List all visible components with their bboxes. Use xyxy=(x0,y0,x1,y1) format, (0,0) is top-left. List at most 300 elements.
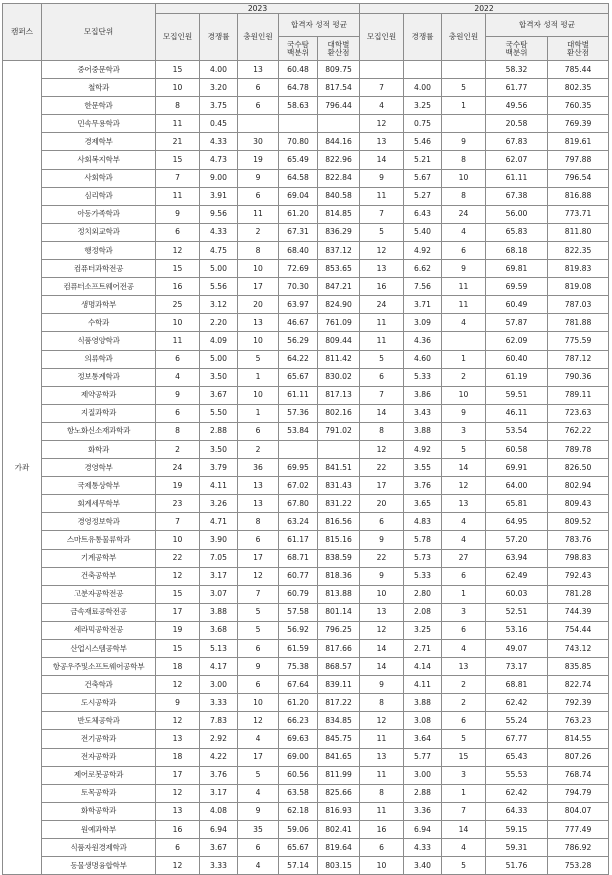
competition-2022-cell: 5.40 xyxy=(404,223,442,241)
header-national-pct-line1: 국수탐 xyxy=(286,39,309,49)
additional-2022-cell: 2 xyxy=(442,676,486,694)
unit-cell: 기계공학부 xyxy=(42,549,156,567)
competition-2022-cell: 3.36 xyxy=(404,802,442,820)
header-national-pct-2022 xyxy=(486,37,548,61)
national-pct-2022-cell: 55.53 xyxy=(486,766,548,784)
recruit-2022-cell: 14 xyxy=(360,658,404,676)
table-row xyxy=(3,477,609,495)
competition-2022-cell: 2.88 xyxy=(404,784,442,802)
additional-2022-cell: 6 xyxy=(442,621,486,639)
national-pct-2023-cell: 75.38 xyxy=(279,658,318,676)
table-row xyxy=(3,839,609,857)
competition-2023-cell: 4.71 xyxy=(200,513,238,531)
competition-2023-cell: 3.68 xyxy=(200,621,238,639)
univ-score-2023-cell: 815.16 xyxy=(318,531,360,549)
additional-2023-cell: 9 xyxy=(238,169,279,187)
univ-score-2023-cell: 818.36 xyxy=(318,567,360,585)
additional-2022-cell: 2 xyxy=(442,368,486,386)
recruit-2023-cell: 6 xyxy=(156,839,200,857)
recruit-2023-cell: 23 xyxy=(156,495,200,513)
national-pct-2023-cell: 61.11 xyxy=(279,386,318,404)
additional-2022-cell: 5 xyxy=(442,857,486,875)
univ-score-2022-cell: 783.76 xyxy=(548,531,609,549)
national-pct-2023-cell: 56.29 xyxy=(279,332,318,350)
univ-score-2023-cell: 811.42 xyxy=(318,350,360,368)
additional-2023-cell: 12 xyxy=(238,567,279,585)
recruit-2022-cell: 8 xyxy=(360,694,404,712)
recruit-2022-cell: 24 xyxy=(360,296,404,314)
national-pct-2022-cell: 56.00 xyxy=(486,205,548,223)
national-pct-2022-cell: 61.77 xyxy=(486,79,548,97)
competition-2023-cell: 3.88 xyxy=(200,603,238,621)
competition-2022-cell: 3.43 xyxy=(404,404,442,422)
admission-results-table xyxy=(2,3,609,875)
additional-2022-cell: 10 xyxy=(442,169,486,187)
national-pct-2022-cell: 61.11 xyxy=(486,169,548,187)
additional-2022-cell: 5 xyxy=(442,440,486,458)
recruit-2022-cell: 8 xyxy=(360,784,404,802)
competition-2022-cell: 3.71 xyxy=(404,296,442,314)
univ-score-2023-cell: 813.88 xyxy=(318,585,360,603)
univ-score-2023-cell: 845.75 xyxy=(318,730,360,748)
competition-2022-cell: 5.33 xyxy=(404,567,442,585)
competition-2023-cell: 4.11 xyxy=(200,477,238,495)
recruit-2023-cell: 16 xyxy=(156,278,200,296)
additional-2023-cell: 13 xyxy=(238,477,279,495)
national-pct-2022-cell: 63.94 xyxy=(486,549,548,567)
additional-2023-cell: 30 xyxy=(238,133,279,151)
competition-2023-cell: 3.07 xyxy=(200,585,238,603)
table-row xyxy=(3,585,609,603)
national-pct-2023-cell xyxy=(279,115,318,133)
competition-2023-cell: 2.92 xyxy=(200,730,238,748)
header-unit: 모집단위 xyxy=(42,4,156,61)
unit-cell: 사회복지학부 xyxy=(42,151,156,169)
recruit-2023-cell: 12 xyxy=(156,857,200,875)
header-univ-score-line2: 환산점 xyxy=(567,47,590,57)
univ-score-2022-cell: 816.88 xyxy=(548,187,609,205)
national-pct-2022-cell: 64.33 xyxy=(486,802,548,820)
additional-2023-cell: 13 xyxy=(238,314,279,332)
national-pct-2022-cell: 67.38 xyxy=(486,187,548,205)
recruit-2022-cell: 11 xyxy=(360,802,404,820)
additional-2023-cell: 10 xyxy=(238,332,279,350)
national-pct-2022-cell: 60.49 xyxy=(486,296,548,314)
competition-2022-cell: 3.88 xyxy=(404,422,442,440)
univ-score-2022-cell: 819.08 xyxy=(548,278,609,296)
recruit-2022-cell: 12 xyxy=(360,440,404,458)
national-pct-2023-cell: 63.97 xyxy=(279,296,318,314)
additional-2022-cell: 2 xyxy=(442,694,486,712)
header-competition-2022: 경쟁률 xyxy=(404,14,442,61)
table-row xyxy=(3,730,609,748)
header-univ-score-line2: 환산점 xyxy=(327,47,350,57)
national-pct-2022-cell: 62.09 xyxy=(486,332,548,350)
additional-2022-cell: 1 xyxy=(442,585,486,603)
national-pct-2022-cell: 65.81 xyxy=(486,495,548,513)
unit-cell: 컴퓨터과학전공 xyxy=(42,260,156,278)
univ-score-2023-cell: 822.84 xyxy=(318,169,360,187)
national-pct-2023-cell: 68.71 xyxy=(279,549,318,567)
header-avg-score-2022: 합격자 성적 평균 xyxy=(486,14,609,37)
additional-2023-cell: 7 xyxy=(238,585,279,603)
univ-score-2023-cell: 838.59 xyxy=(318,549,360,567)
recruit-2022-cell: 11 xyxy=(360,332,404,350)
unit-cell: 정치외교학과 xyxy=(42,223,156,241)
univ-score-2022-cell: 811.80 xyxy=(548,223,609,241)
national-pct-2022-cell: 55.24 xyxy=(486,712,548,730)
univ-score-2023-cell: 841.65 xyxy=(318,748,360,766)
recruit-2022-cell: 14 xyxy=(360,640,404,658)
national-pct-2022-cell: 59.51 xyxy=(486,386,548,404)
table-row xyxy=(3,440,609,458)
national-pct-2023-cell: 57.14 xyxy=(279,857,318,875)
additional-2023-cell: 6 xyxy=(238,187,279,205)
competition-2023-cell: 3.50 xyxy=(200,368,238,386)
competition-2023-cell: 3.50 xyxy=(200,440,238,458)
table-row xyxy=(3,386,609,404)
recruit-2022-cell: 5 xyxy=(360,350,404,368)
competition-2022-cell: 3.09 xyxy=(404,314,442,332)
unit-cell: 지질과학과 xyxy=(42,404,156,422)
univ-score-2023-cell: 816.56 xyxy=(318,513,360,531)
univ-score-2022-cell: 792.43 xyxy=(548,567,609,585)
national-pct-2023-cell: 61.20 xyxy=(279,205,318,223)
competition-2022-cell: 2.71 xyxy=(404,640,442,658)
national-pct-2022-cell: 53.16 xyxy=(486,621,548,639)
univ-score-2022-cell: 826.50 xyxy=(548,459,609,477)
header-national-pct-line1: 국수탐 xyxy=(505,39,528,49)
unit-cell: 원예과학부 xyxy=(42,820,156,838)
competition-2022-cell: 3.00 xyxy=(404,766,442,784)
recruit-2022-cell: 14 xyxy=(360,151,404,169)
univ-score-2022-cell: 753.28 xyxy=(548,857,609,875)
recruit-2022-cell xyxy=(360,61,404,79)
additional-2023-cell: 8 xyxy=(238,513,279,531)
competition-2022-cell: 3.55 xyxy=(404,459,442,477)
additional-2022-cell: 27 xyxy=(442,549,486,567)
competition-2022-cell: 4.14 xyxy=(404,658,442,676)
univ-score-2023-cell: 824.90 xyxy=(318,296,360,314)
additional-2023-cell: 19 xyxy=(238,151,279,169)
unit-cell: 철학과 xyxy=(42,79,156,97)
competition-2022-cell: 4.92 xyxy=(404,241,442,259)
univ-score-2023-cell: 844.16 xyxy=(318,133,360,151)
national-pct-2023-cell: 67.80 xyxy=(279,495,318,513)
univ-score-2023-cell: 853.65 xyxy=(318,260,360,278)
competition-2023-cell: 4.33 xyxy=(200,223,238,241)
unit-cell: 전기공학과 xyxy=(42,730,156,748)
additional-2022-cell: 9 xyxy=(442,260,486,278)
table-row xyxy=(3,169,609,187)
table-row xyxy=(3,241,609,259)
additional-2022-cell: 14 xyxy=(442,459,486,477)
table-row xyxy=(3,205,609,223)
national-pct-2022-cell: 61.19 xyxy=(486,368,548,386)
unit-cell: 경제학부 xyxy=(42,133,156,151)
competition-2022-cell: 3.40 xyxy=(404,857,442,875)
unit-cell: 화학공학과 xyxy=(42,802,156,820)
recruit-2022-cell: 20 xyxy=(360,495,404,513)
univ-score-2022-cell: 814.55 xyxy=(548,730,609,748)
header-year-2022: 2022 xyxy=(360,4,609,14)
univ-score-2022-cell: 723.63 xyxy=(548,404,609,422)
additional-2023-cell: 10 xyxy=(238,260,279,278)
table-row xyxy=(3,676,609,694)
competition-2023-cell: 3.26 xyxy=(200,495,238,513)
table-row xyxy=(3,278,609,296)
univ-score-2023-cell xyxy=(318,440,360,458)
national-pct-2023-cell: 59.06 xyxy=(279,820,318,838)
recruit-2022-cell: 7 xyxy=(360,386,404,404)
recruit-2023-cell: 18 xyxy=(156,658,200,676)
additional-2023-cell: 8 xyxy=(238,241,279,259)
national-pct-2023-cell: 70.80 xyxy=(279,133,318,151)
recruit-2023-cell: 12 xyxy=(156,676,200,694)
competition-2022-cell: 5.46 xyxy=(404,133,442,151)
unit-cell: 반도체공학과 xyxy=(42,712,156,730)
national-pct-2022-cell: 49.56 xyxy=(486,97,548,115)
recruit-2023-cell: 12 xyxy=(156,241,200,259)
additional-2023-cell: 9 xyxy=(238,658,279,676)
univ-score-2023-cell: 809.75 xyxy=(318,61,360,79)
national-pct-2022-cell: 59.31 xyxy=(486,839,548,857)
competition-2023-cell: 3.90 xyxy=(200,531,238,549)
additional-2023-cell: 13 xyxy=(238,495,279,513)
univ-score-2023-cell: 802.41 xyxy=(318,820,360,838)
competition-2023-cell: 4.00 xyxy=(200,61,238,79)
national-pct-2022-cell: 69.81 xyxy=(486,260,548,278)
table-row xyxy=(3,513,609,531)
competition-2023-cell: 3.67 xyxy=(200,386,238,404)
univ-score-2022-cell: 822.35 xyxy=(548,241,609,259)
recruit-2023-cell: 10 xyxy=(156,531,200,549)
table-row xyxy=(3,97,609,115)
univ-score-2022-cell: 785.44 xyxy=(548,61,609,79)
univ-score-2022-cell: 792.39 xyxy=(548,694,609,712)
national-pct-2022-cell: 67.77 xyxy=(486,730,548,748)
national-pct-2022-cell: 67.83 xyxy=(486,133,548,151)
competition-2022-cell xyxy=(404,61,442,79)
additional-2022-cell: 4 xyxy=(442,513,486,531)
recruit-2023-cell: 15 xyxy=(156,260,200,278)
header-recruit-2023: 모집인원 xyxy=(156,14,200,61)
competition-2022-cell: 3.86 xyxy=(404,386,442,404)
national-pct-2023-cell: 69.04 xyxy=(279,187,318,205)
competition-2022-cell: 3.76 xyxy=(404,477,442,495)
recruit-2023-cell: 7 xyxy=(156,169,200,187)
competition-2023-cell: 7.83 xyxy=(200,712,238,730)
unit-cell: 민속무용학과 xyxy=(42,115,156,133)
national-pct-2022-cell: 20.58 xyxy=(486,115,548,133)
table-row xyxy=(3,459,609,477)
additional-2022-cell: 6 xyxy=(442,567,486,585)
competition-2022-cell: 5.33 xyxy=(404,368,442,386)
national-pct-2022-cell: 65.83 xyxy=(486,223,548,241)
univ-score-2023-cell: 802.16 xyxy=(318,404,360,422)
recruit-2022-cell: 12 xyxy=(360,115,404,133)
competition-2023-cell: 0.45 xyxy=(200,115,238,133)
recruit-2023-cell: 15 xyxy=(156,585,200,603)
recruit-2022-cell: 11 xyxy=(360,766,404,784)
additional-2022-cell: 4 xyxy=(442,531,486,549)
univ-score-2022-cell: 781.88 xyxy=(548,314,609,332)
table-row xyxy=(3,784,609,802)
national-pct-2022-cell: 51.76 xyxy=(486,857,548,875)
unit-cell: 화학과 xyxy=(42,440,156,458)
additional-2023-cell: 6 xyxy=(238,97,279,115)
unit-cell: 아동가족학과 xyxy=(42,205,156,223)
additional-2022-cell: 11 xyxy=(442,296,486,314)
additional-2023-cell: 4 xyxy=(238,730,279,748)
header-univ-score-line1: 대학별 xyxy=(567,39,590,49)
campus-cell: 가좌 xyxy=(3,61,42,875)
national-pct-2023-cell: 60.79 xyxy=(279,585,318,603)
national-pct-2023-cell: 69.00 xyxy=(279,748,318,766)
national-pct-2023-cell: 65.67 xyxy=(279,839,318,857)
table-row xyxy=(3,820,609,838)
national-pct-2022-cell: 64.95 xyxy=(486,513,548,531)
univ-score-2022-cell: 760.35 xyxy=(548,97,609,115)
recruit-2023-cell: 6 xyxy=(156,404,200,422)
competition-2023-cell: 3.17 xyxy=(200,784,238,802)
univ-score-2023-cell: 837.12 xyxy=(318,241,360,259)
recruit-2022-cell: 11 xyxy=(360,187,404,205)
table-row xyxy=(3,567,609,585)
recruit-2022-cell: 14 xyxy=(360,404,404,422)
national-pct-2022-cell: 62.42 xyxy=(486,784,548,802)
national-pct-2023-cell: 68.40 xyxy=(279,241,318,259)
table-row xyxy=(3,802,609,820)
univ-score-2022-cell: 802.35 xyxy=(548,79,609,97)
recruit-2022-cell: 7 xyxy=(360,205,404,223)
national-pct-2023-cell: 61.59 xyxy=(279,640,318,658)
additional-2022-cell: 8 xyxy=(442,187,486,205)
national-pct-2023-cell: 63.24 xyxy=(279,513,318,531)
univ-score-2022-cell: 797.88 xyxy=(548,151,609,169)
recruit-2023-cell: 22 xyxy=(156,549,200,567)
recruit-2022-cell: 9 xyxy=(360,169,404,187)
unit-cell: 제어로봇공학과 xyxy=(42,766,156,784)
national-pct-2022-cell: 64.00 xyxy=(486,477,548,495)
recruit-2023-cell: 21 xyxy=(156,133,200,151)
table-row xyxy=(3,260,609,278)
national-pct-2022-cell: 46.11 xyxy=(486,404,548,422)
competition-2023-cell: 4.33 xyxy=(200,133,238,151)
recruit-2022-cell: 9 xyxy=(360,531,404,549)
additional-2023-cell: 10 xyxy=(238,694,279,712)
competition-2022-cell: 2.08 xyxy=(404,603,442,621)
header-avg-score-2023: 합격자 성적 평균 xyxy=(279,14,360,37)
recruit-2022-cell: 10 xyxy=(360,585,404,603)
additional-2023-cell: 17 xyxy=(238,748,279,766)
additional-2023-cell: 5 xyxy=(238,621,279,639)
competition-2022-cell: 5.78 xyxy=(404,531,442,549)
univ-score-2023-cell: 796.25 xyxy=(318,621,360,639)
national-pct-2022-cell: 60.40 xyxy=(486,350,548,368)
competition-2023-cell: 3.12 xyxy=(200,296,238,314)
national-pct-2023-cell: 60.56 xyxy=(279,766,318,784)
recruit-2022-cell: 11 xyxy=(360,314,404,332)
competition-2022-cell: 4.92 xyxy=(404,440,442,458)
recruit-2023-cell: 12 xyxy=(156,712,200,730)
additional-2022-cell: 1 xyxy=(442,350,486,368)
unit-cell: 항공우주및소프트웨어공학부 xyxy=(42,658,156,676)
table-row xyxy=(3,549,609,567)
national-pct-2022-cell: 57.87 xyxy=(486,314,548,332)
header-competition-2023: 경쟁률 xyxy=(200,14,238,61)
additional-2022-cell: 3 xyxy=(442,422,486,440)
additional-2022-cell: 9 xyxy=(442,133,486,151)
unit-cell: 행정학과 xyxy=(42,241,156,259)
header-additional-2023: 충원인원 xyxy=(238,14,279,61)
competition-2022-cell: 5.67 xyxy=(404,169,442,187)
recruit-2022-cell: 13 xyxy=(360,603,404,621)
additional-2023-cell: 35 xyxy=(238,820,279,838)
recruit-2023-cell: 17 xyxy=(156,603,200,621)
univ-score-2023-cell: 831.43 xyxy=(318,477,360,495)
competition-2022-cell: 5.21 xyxy=(404,151,442,169)
national-pct-2023-cell: 64.78 xyxy=(279,79,318,97)
univ-score-2022-cell: 787.03 xyxy=(548,296,609,314)
unit-cell: 세라믹공학전공 xyxy=(42,621,156,639)
additional-2022-cell: 24 xyxy=(442,205,486,223)
additional-2022-cell: 14 xyxy=(442,820,486,838)
unit-cell: 토목공학과 xyxy=(42,784,156,802)
national-pct-2023-cell: 66.23 xyxy=(279,712,318,730)
recruit-2023-cell: 13 xyxy=(156,802,200,820)
recruit-2022-cell: 6 xyxy=(360,513,404,531)
unit-cell: 고분자공학전공 xyxy=(42,585,156,603)
additional-2022-cell: 9 xyxy=(442,404,486,422)
univ-score-2022-cell: 743.12 xyxy=(548,640,609,658)
additional-2023-cell: 20 xyxy=(238,296,279,314)
competition-2022-cell: 3.08 xyxy=(404,712,442,730)
additional-2023-cell: 11 xyxy=(238,205,279,223)
univ-score-2023-cell: 809.44 xyxy=(318,332,360,350)
table-row xyxy=(3,621,609,639)
national-pct-2022-cell: 68.81 xyxy=(486,676,548,694)
national-pct-2022-cell: 60.58 xyxy=(486,440,548,458)
competition-2023-cell: 5.00 xyxy=(200,350,238,368)
additional-2023-cell: 17 xyxy=(238,549,279,567)
univ-score-2022-cell: 802.94 xyxy=(548,477,609,495)
competition-2023-cell: 9.56 xyxy=(200,205,238,223)
additional-2023-cell: 17 xyxy=(238,278,279,296)
national-pct-2023-cell: 57.36 xyxy=(279,404,318,422)
competition-2023-cell: 4.75 xyxy=(200,241,238,259)
national-pct-2023-cell: 56.92 xyxy=(279,621,318,639)
univ-score-2022-cell: 789.11 xyxy=(548,386,609,404)
national-pct-2023-cell: 67.02 xyxy=(279,477,318,495)
competition-2023-cell: 9.00 xyxy=(200,169,238,187)
additional-2023-cell: 6 xyxy=(238,531,279,549)
recruit-2022-cell: 12 xyxy=(360,241,404,259)
additional-2023-cell: 12 xyxy=(238,712,279,730)
univ-score-2022-cell: 762.22 xyxy=(548,422,609,440)
competition-2022-cell: 7.56 xyxy=(404,278,442,296)
national-pct-2023-cell: 67.64 xyxy=(279,676,318,694)
univ-score-2022-cell: 807.26 xyxy=(548,748,609,766)
national-pct-2023-cell: 64.58 xyxy=(279,169,318,187)
univ-score-2022-cell: 809.43 xyxy=(548,495,609,513)
national-pct-2023-cell: 61.20 xyxy=(279,694,318,712)
recruit-2023-cell: 9 xyxy=(156,205,200,223)
unit-cell: 제약공학과 xyxy=(42,386,156,404)
national-pct-2023-cell: 72.69 xyxy=(279,260,318,278)
national-pct-2022-cell: 53.54 xyxy=(486,422,548,440)
header-univ-score-2023 xyxy=(318,37,360,61)
